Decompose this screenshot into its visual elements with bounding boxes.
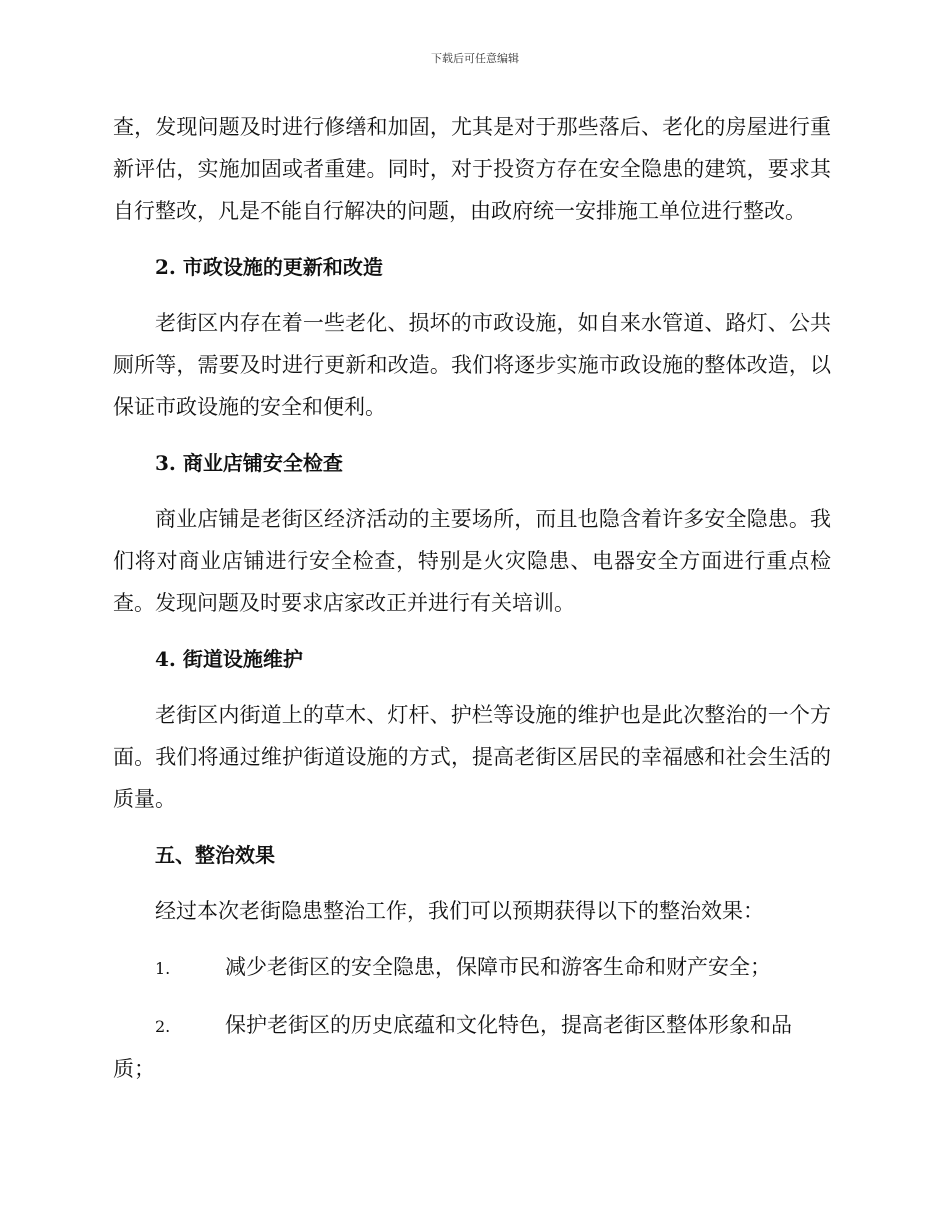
list-item <box>113 946 831 990</box>
paragraph-streets: 老街区内街道上的草木、灯杆、护栏等设施的维护也是此次整治的一个方面。我们将通过维护街道设施的方式，提高老街区居民的幸福感和社会生活的质量。 <box>113 703 831 811</box>
list-item-number: 1. <box>155 959 171 978</box>
paragraph-municipal: 老街区内存在着一些老化、损坏的市政设施，如自来水管道、路灯、公共厕所等，需要及时进行更新和改造。我们将逐步实施市政设施的整体改造，以保证市政设施的安全和便利。 <box>113 311 831 419</box>
section-heading-shops: 3. 商业店铺安全检查 <box>155 451 343 475</box>
paragraph-continuation: 查，发现问题及时进行修缮和加固，尤其是对于那些落后、老化的房屋进行重新评估，实施加固或者重建。同时，对于投资方存在安全隐患的建筑，要求其自行整改，凡是不能自行解决的问题，由政府统一安排施工单位进行整改。 <box>113 115 831 223</box>
paragraph-effects-intro: 经过本次老街隐患整治工作，我们可以预期获得以下的整治效果： <box>155 899 764 923</box>
section-heading-streets: 4. 街道设施维护 <box>155 647 303 671</box>
section-heading-effects: 五、整治效果 <box>155 843 275 867</box>
list-item-text: 减少老街区的安全隐患，保障市民和游客生命和财产安全； <box>225 955 771 979</box>
section-heading-municipal: 2. 市政设施的更新和改造 <box>155 255 383 279</box>
document-body <box>113 106 831 1104</box>
list-item <box>113 1004 831 1090</box>
list-item-number: 2. <box>155 1017 171 1036</box>
page-header: 下载后可任意编辑 <box>431 52 519 65</box>
paragraph-shops: 商业店铺是老街区经济活动的主要场所，而且也隐含着许多安全隐患。我们将对商业店铺进行安全检查，特别是火灾隐患、电器安全方面进行重点检查。发现问题及时要求店家改正并进行有关培训。 <box>113 507 831 615</box>
list-item-text: 保护老街区的历史底蕴和文化特色，提高老街区整体形象和品质； <box>113 1013 792 1081</box>
